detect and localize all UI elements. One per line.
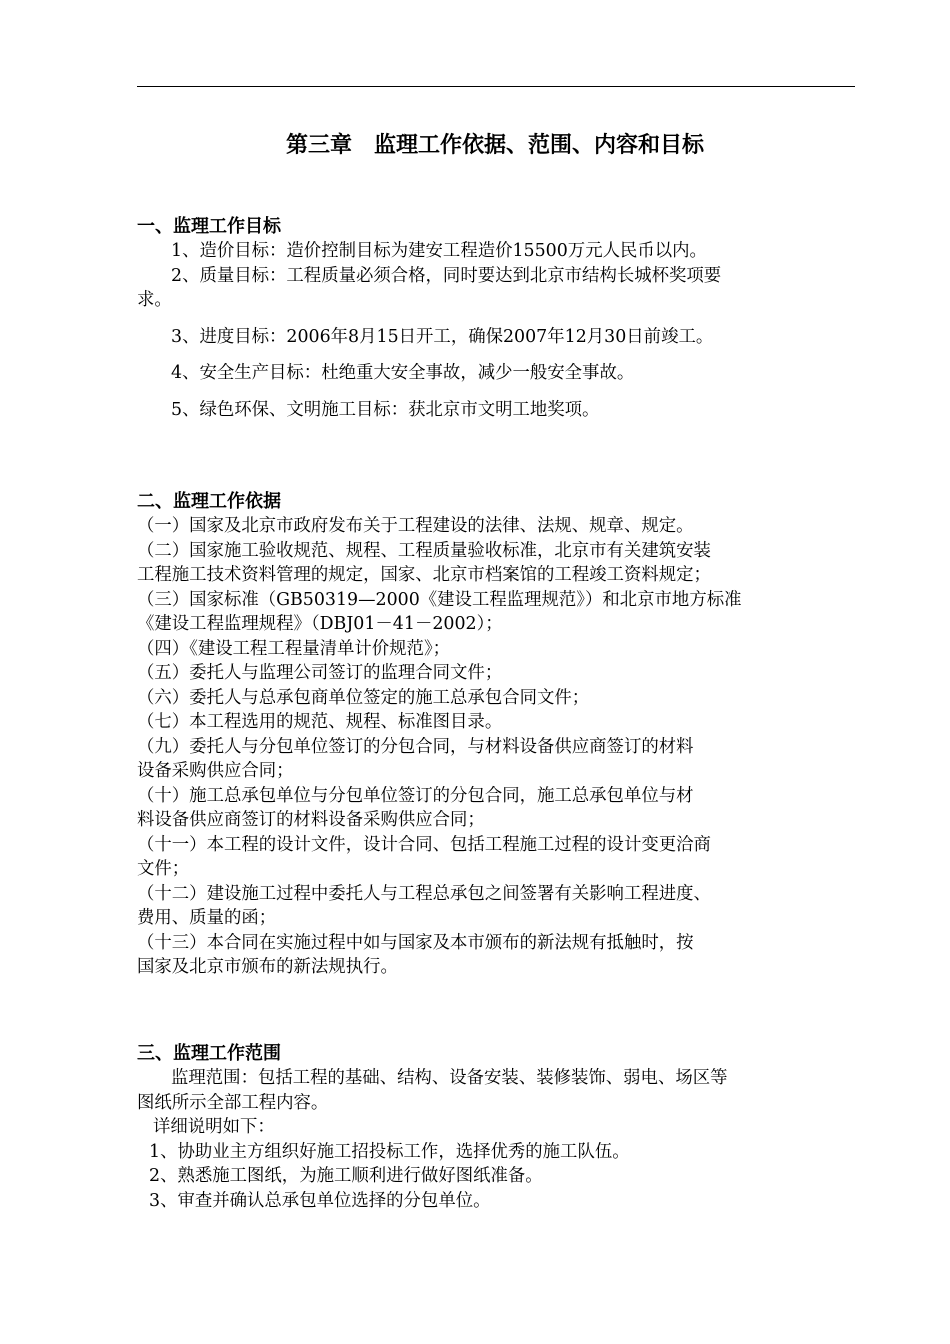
basis-line: （十一）本工程的设计文件，设计合同、包括工程施工过程的设计变更洽商 [137,834,711,855]
goal-quality-cont: 求。 [137,290,172,310]
basis-line: 《建设工程监理规程》（DBJ01－41－2002）； [137,614,503,634]
basis-line: 国家及北京市颁布的新法规执行。 [137,957,398,977]
basis-line: （七）本工程选用的规范、规程、标准图目录。 [137,712,503,732]
section-scope-heading: 三、监理工作范围 [137,1043,281,1064]
basis-line: （三）国家标准（GB50319—2000《建设工程监理规范》）和北京市地方标准 [137,589,742,610]
scope-text-cont: 图纸所示全部工程内容。 [137,1092,329,1113]
basis-line: 费用、质量的函； [137,908,277,928]
detail-label: 详细说明如下： [153,1117,275,1137]
basis-line: （十二）建设施工过程中委托人与工程总承包之间签署有关影响工程进度、 [137,883,711,904]
goal-safety: 4、安全生产目标：杜绝重大安全事故，减少一般安全事故。 [171,363,635,383]
scope-item: 3、审查并确认总承包单位选择的分包单位。 [149,1190,491,1211]
basis-line: （九）委托人与分包单位签订的分包合同，与材料设备供应商签订的材料 [137,736,694,757]
goal-cost: 1、造价目标：造价控制目标为建安工程造价15500万元人民币以内。 [171,241,707,261]
chapter-title: 第三章 监理工作依据、范围、内容和目标 [285,133,704,158]
section-goals-heading: 一、监理工作目标 [137,216,281,237]
basis-line: （五）委托人与监理公司签订的监理合同文件； [137,663,503,683]
basis-line: （十三）本合同在实施过程中如与国家及本市颁布的新法规有抵触时，按 [137,932,694,953]
section-basis [137,490,857,980]
goal-green: 5、绿色环保、文明施工目标：获北京市文明工地奖项。 [171,399,600,420]
basis-line: 工程施工技术资料管理的规定，国家、北京市档案馆的工程竣工资料规定； [137,565,711,585]
basis-line: （四）《建设工程工程量清单计价规范》； [137,638,451,659]
header-rule [137,86,855,87]
basis-line: （二）国家施工验收规范、规程、工程质量验收标准，北京市有关建筑安装 [137,540,711,561]
basis-line: （一）国家及北京市政府发布关于工程建设的法律、法规、规章、规定。 [137,516,694,536]
basis-line: （十）施工总承包单位与分包单位签订的分包合同，施工总承包单位与材 [137,785,694,806]
section-basis-heading: 二、监理工作依据 [137,491,281,512]
basis-line: 文件； [137,859,190,879]
goal-schedule: 3、进度目标：2006年8月15日开工，确保2007年12月30日前竣工。 [171,326,714,347]
basis-line: 设备采购供应合同； [137,761,294,781]
basis-line: （六）委托人与总承包商单位签定的施工总承包合同文件； [137,687,590,708]
scope-item: 1、协助业主方组织好施工招投标工作，选择优秀的施工队伍。 [149,1141,630,1162]
basis-line: 料设备供应商签订的材料设备采购供应合同； [137,810,485,830]
goal-quality: 2、质量目标：工程质量必须合格，同时要达到北京市结构长城杯奖项要 [171,265,722,286]
section-goals [137,215,857,422]
scope-item: 2、熟悉施工图纸，为施工顺利进行做好图纸准备。 [149,1166,543,1186]
scope-text: 监理范围：包括工程的基础、结构、设备安装、装修装饰、弱电、场区等 [171,1068,728,1088]
section-scope [137,1042,857,1213]
